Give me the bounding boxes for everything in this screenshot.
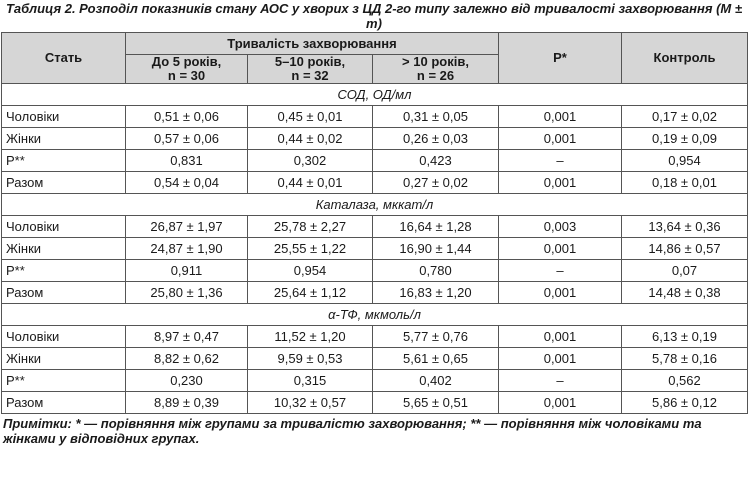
header-sub-0-line2: n = 30 [167, 68, 206, 83]
table-cell: 25,64 ± 1,12 [248, 282, 373, 304]
section-row [2, 84, 748, 106]
table-cell: 0,31 ± 0,05 [373, 106, 499, 128]
table-cell: 14,48 ± 0,38 [622, 282, 748, 304]
table-cell: 0,44 ± 0,02 [248, 128, 373, 150]
row-label: P** [2, 150, 126, 172]
table-cell: 0,230 [126, 370, 248, 392]
table-cell: 0,315 [248, 370, 373, 392]
table-cell: 0,001 [499, 392, 622, 414]
table-cell: 0,26 ± 0,03 [373, 128, 499, 150]
table-cell: 25,80 ± 1,36 [126, 282, 248, 304]
table-cell: 5,86 ± 0,12 [622, 392, 748, 414]
table-note: Примітки: * — порівняння між групами за тривалістю захворювання; ** — порівняння між чоловіками та жінками у відповідних групах. [3, 416, 702, 446]
table-cell: 0,831 [126, 150, 248, 172]
table-cell: 0,001 [499, 348, 622, 370]
table-cell: 16,64 ± 1,28 [373, 216, 499, 238]
table-cell: 0,57 ± 0,06 [126, 128, 248, 150]
table-cell: 8,82 ± 0,62 [126, 348, 248, 370]
table-cell: 0,423 [373, 150, 499, 172]
table-row [2, 150, 748, 172]
table-cell: 0,19 ± 0,09 [622, 128, 748, 150]
table-cell: 0,001 [499, 106, 622, 128]
row-label: Жінки [2, 238, 126, 260]
table-cell: 0,954 [248, 260, 373, 282]
table-cell: 14,86 ± 0,57 [622, 238, 748, 260]
table-caption: Таблиця 2. Розподіл показників стану АОС у хворих з ЦД 2-го типу залежно від тривалості захворювання (M ± m) [5, 1, 742, 31]
table-cell: 0,003 [499, 216, 622, 238]
row-label: P** [2, 370, 126, 392]
table-row [2, 106, 748, 128]
table-cell: 0,402 [373, 370, 499, 392]
table-cell: 0,07 [622, 260, 748, 282]
table-row [2, 370, 748, 392]
row-label: Жінки [2, 348, 126, 370]
header-sex: Стать [2, 33, 126, 84]
table-cell: 0,17 ± 0,02 [622, 106, 748, 128]
row-label: Чоловіки [2, 216, 126, 238]
table-row [2, 282, 748, 304]
table-cell: 0,27 ± 0,02 [373, 172, 499, 194]
table-cell: 0,18 ± 0,01 [622, 172, 748, 194]
table-cell: 0,54 ± 0,04 [126, 172, 248, 194]
header-sub-1 [248, 55, 373, 84]
row-label: Разом [2, 392, 126, 414]
table-cell: 5,65 ± 0,51 [373, 392, 499, 414]
table-header [2, 33, 748, 84]
table-cell: 5,77 ± 0,76 [373, 326, 499, 348]
table-cell: 0,780 [373, 260, 499, 282]
table-cell: 11,52 ± 1,20 [248, 326, 373, 348]
table-cell: – [499, 260, 622, 282]
row-label: P** [2, 260, 126, 282]
header-control: Контроль [622, 33, 748, 84]
table-cell: 5,61 ± 0,65 [373, 348, 499, 370]
table-cell: – [499, 150, 622, 172]
table-cell: 8,89 ± 0,39 [126, 392, 248, 414]
header-sub-2-line2: n = 26 [416, 68, 455, 83]
header-sub-0 [126, 55, 248, 84]
header-sub-1-line2: n = 32 [291, 68, 329, 83]
table-cell: 9,59 ± 0,53 [248, 348, 373, 370]
table-cell: 0,001 [499, 238, 622, 260]
row-label: Чоловіки [2, 106, 126, 128]
table-cell: 0,45 ± 0,01 [248, 106, 373, 128]
table-cell: 16,83 ± 1,20 [373, 282, 499, 304]
row-label: Разом [2, 172, 126, 194]
row-label: Чоловіки [2, 326, 126, 348]
table-cell: 0,001 [499, 172, 622, 194]
table-row [2, 348, 748, 370]
table-body [2, 84, 748, 414]
table-row [2, 392, 748, 414]
table-cell: – [499, 370, 622, 392]
section-title: Каталаза, мккат/л [2, 194, 748, 216]
table-cell: 24,87 ± 1,90 [126, 238, 248, 260]
table-row [2, 172, 748, 194]
header-duration: Тривалість захворювання [126, 33, 499, 55]
table-cell: 0,001 [499, 282, 622, 304]
row-label: Жінки [2, 128, 126, 150]
table-cell: 5,78 ± 0,16 [622, 348, 748, 370]
table-cell: 0,562 [622, 370, 748, 392]
row-label: Разом [2, 282, 126, 304]
table-row [2, 260, 748, 282]
table-cell: 25,78 ± 2,27 [248, 216, 373, 238]
table-cell: 10,32 ± 0,57 [248, 392, 373, 414]
table-cell: 0,302 [248, 150, 373, 172]
section-row [2, 304, 748, 326]
section-title: СОД, ОД/мл [2, 84, 748, 106]
header-sub-2-line1: > 10 років, [402, 54, 469, 69]
table-cell: 0,954 [622, 150, 748, 172]
section-title: α-ТФ, мкмоль/л [2, 304, 748, 326]
table-cell: 6,13 ± 0,19 [622, 326, 748, 348]
table-cell: 26,87 ± 1,97 [126, 216, 248, 238]
table-cell: 25,55 ± 1,22 [248, 238, 373, 260]
data-table [1, 32, 748, 414]
header-sub-2 [373, 55, 499, 84]
table-cell: 0,001 [499, 326, 622, 348]
table-cell: 16,90 ± 1,44 [373, 238, 499, 260]
section-row [2, 194, 748, 216]
table-cell: 0,911 [126, 260, 248, 282]
table-cell: 13,64 ± 0,36 [622, 216, 748, 238]
table-cell: 0,44 ± 0,01 [248, 172, 373, 194]
header-p: P* [499, 33, 622, 84]
table-row [2, 238, 748, 260]
table-row [2, 128, 748, 150]
table-cell: 8,97 ± 0,47 [126, 326, 248, 348]
table-row [2, 216, 748, 238]
header-sub-1-line1: 5–10 років, [274, 54, 346, 69]
table-cell: 0,51 ± 0,06 [126, 106, 248, 128]
table-cell: 0,001 [499, 128, 622, 150]
table-row [2, 326, 748, 348]
header-sub-0-line1: До 5 років, [151, 54, 222, 69]
